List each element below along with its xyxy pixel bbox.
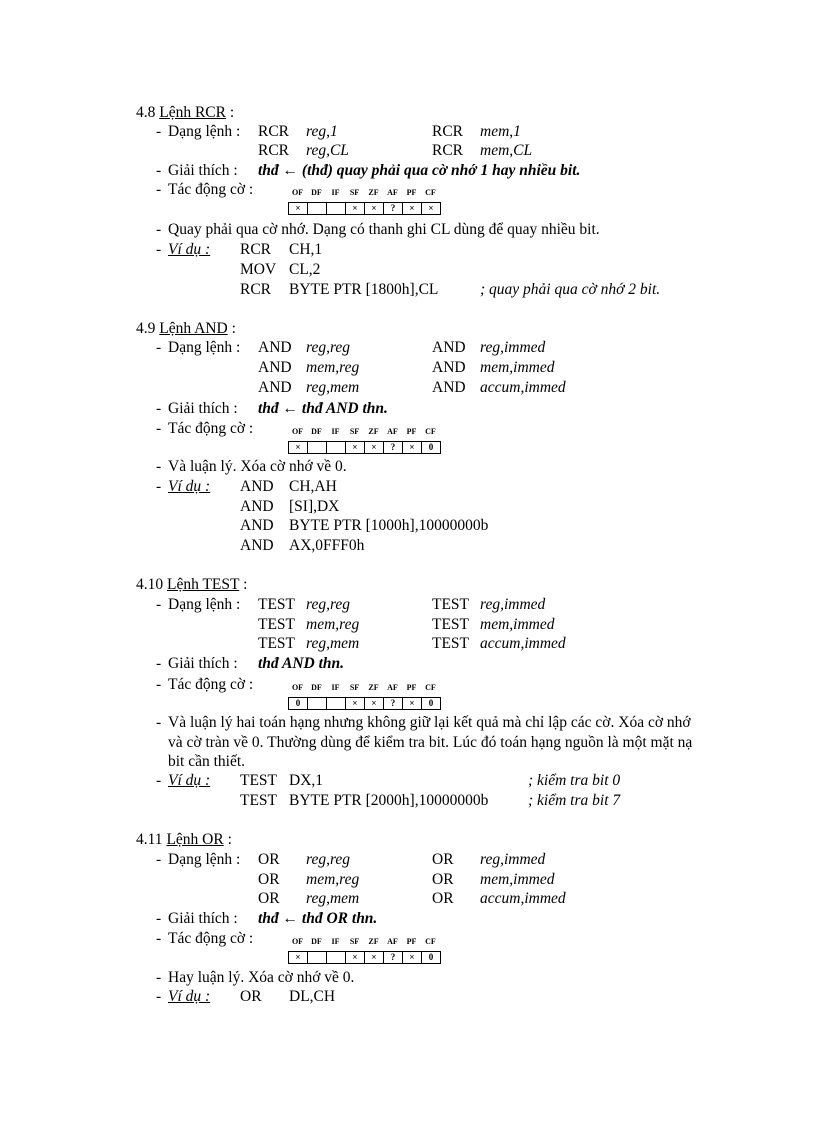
flag-name: ZF	[368, 937, 379, 946]
example-mnemonic: AND	[240, 498, 274, 515]
flag-name: DF	[311, 937, 322, 946]
flag-name: OF	[291, 937, 304, 946]
flag-cell: ?	[384, 442, 403, 453]
form-mnemonic: OR	[258, 871, 280, 888]
flag-cell: 0	[428, 442, 434, 452]
flag-header-row	[288, 188, 441, 198]
bullet-dash: -	[156, 162, 162, 179]
form-operand: reg,reg	[306, 339, 351, 356]
flag-name: DF	[311, 427, 322, 436]
description-text: Hay luận lý. Xóa cờ nhớ về 0.	[168, 969, 355, 986]
heading-colon: :	[239, 576, 248, 593]
flags-label: Tác động cờ :	[168, 930, 254, 947]
flag-name: IF	[331, 683, 340, 692]
form-label: Dạng lệnh :	[168, 123, 241, 140]
flag-cell	[327, 442, 346, 453]
bullet-dash: -	[156, 339, 162, 356]
example-mnemonic: TEST	[240, 792, 278, 809]
bullet-dash: -	[156, 181, 162, 198]
description-text: Và luận lý. Xóa cờ nhớ về 0.	[168, 458, 347, 475]
form-operand: mem,reg	[306, 871, 360, 888]
form-mnemonic: TEST	[258, 596, 296, 613]
flag-name: PF	[406, 188, 417, 197]
flag-name: ZF	[368, 683, 379, 692]
form-operand: reg,immed	[480, 851, 546, 868]
flag-cell: ×	[403, 442, 422, 453]
flag-name: IF	[331, 188, 340, 197]
example-operand: [SI],DX	[289, 498, 340, 515]
section-number: 4.8	[136, 104, 160, 121]
heading-colon: :	[226, 104, 235, 121]
flag-header-row	[288, 683, 441, 693]
flags-label: Tác động cờ :	[168, 420, 254, 437]
flag-cell: ×	[365, 952, 384, 963]
form-operand: reg,mem	[306, 890, 360, 907]
form-operand: accum,immed	[480, 890, 566, 907]
example-mnemonic: OR	[240, 988, 262, 1005]
form-operand: mem,immed	[480, 871, 555, 888]
example-mnemonic: AND	[240, 478, 274, 495]
bullet-dash: -	[156, 655, 162, 672]
form-operand: reg,immed	[480, 596, 546, 613]
flags-label: Tác động cờ :	[168, 181, 254, 198]
flag-value-row	[288, 202, 441, 215]
flag-cell: 0	[289, 698, 308, 709]
bullet-dash: -	[156, 458, 162, 475]
example-operand: AX,0FFF0h	[289, 537, 365, 554]
flag-name: ZF	[368, 427, 379, 436]
example-mnemonic: RCR	[240, 241, 272, 258]
form-mnemonic: OR	[258, 851, 280, 868]
flag-name: AF	[387, 937, 398, 946]
flag-name: PF	[406, 683, 417, 692]
form-mnemonic: OR	[432, 890, 454, 907]
heading-colon: :	[223, 831, 232, 848]
flag-value-row	[288, 697, 441, 710]
form-operand: mem,1	[480, 123, 521, 140]
flag-name: CF	[425, 188, 436, 197]
flag-cell: ?	[384, 952, 403, 963]
explain-text: thđ ← thđ AND thn.	[258, 400, 388, 417]
example-operand: CL,2	[289, 261, 321, 278]
example-label: Ví dụ :	[168, 772, 211, 789]
form-mnemonic: AND	[258, 359, 292, 376]
flag-cell: ×	[346, 442, 365, 453]
flag-cell	[308, 952, 327, 963]
section-number: 4.11	[136, 831, 167, 848]
section-title: Lệnh TEST	[167, 576, 240, 593]
form-mnemonic: RCR	[258, 123, 290, 140]
example-mnemonic: AND	[240, 517, 274, 534]
flag-cell: ×	[289, 203, 308, 214]
bullet-dash: -	[156, 910, 162, 927]
form-mnemonic: RCR	[432, 142, 464, 159]
form-operand: reg,1	[306, 123, 338, 140]
example-label: Ví dụ :	[168, 478, 211, 495]
flag-cell: ×	[365, 442, 384, 453]
flag-cell: ×	[365, 698, 384, 709]
flag-cell: ×	[403, 698, 422, 709]
example-operand: BYTE PTR [1000h],10000000b	[289, 517, 489, 534]
form-operand: reg,mem	[306, 379, 360, 396]
section-number: 4.9	[136, 320, 160, 337]
heading-colon: :	[227, 320, 236, 337]
flags-table	[288, 427, 441, 454]
flag-cell: ×	[346, 203, 365, 214]
flag-name: OF	[291, 683, 304, 692]
explain-label: Giải thích :	[168, 400, 238, 417]
flag-cell	[327, 698, 346, 709]
flag-name: SF	[349, 937, 360, 946]
form-operand: accum,immed	[480, 379, 566, 396]
form-operand: mem,reg	[306, 359, 360, 376]
flags-label: Tác động cờ :	[168, 676, 254, 693]
description-line: và cờ tràn về 0. Thường dùng để kiểm tra bit. Lúc đó toán hạng nguồn là một mặt nạ	[168, 734, 693, 751]
example-mnemonic: MOV	[240, 261, 277, 278]
flag-value-row	[288, 441, 441, 454]
form-label: Dạng lệnh :	[168, 596, 241, 613]
section-heading-rcr	[136, 104, 234, 122]
flag-name: DF	[311, 188, 322, 197]
flag-name: CF	[425, 427, 436, 436]
bullet-dash: -	[156, 400, 162, 417]
description-line: Và luận lý hai toán hạng nhưng không giữ lại kết quả mà chỉ lập các cờ. Xóa cờ nhớ	[168, 714, 691, 731]
flag-cell	[308, 203, 327, 214]
flag-name: DF	[311, 683, 322, 692]
form-operand: reg,CL	[306, 142, 349, 159]
example-operand: CH,1	[289, 241, 323, 258]
description-line: bit cần thiết.	[168, 753, 246, 770]
flag-cell: ×	[346, 698, 365, 709]
section-heading-test	[136, 576, 247, 594]
form-mnemonic: RCR	[258, 142, 290, 159]
explain-text: thđ AND thn.	[258, 655, 344, 672]
flag-value-row	[288, 951, 441, 964]
explain-text: thđ ← thđ OR thn.	[258, 910, 378, 927]
flag-cell: ×	[403, 952, 422, 963]
flag-cell	[308, 442, 327, 453]
example-operand: BYTE PTR [1800h],CL	[289, 281, 439, 298]
flag-name: SF	[349, 188, 360, 197]
form-mnemonic: TEST	[432, 635, 470, 652]
example-operand: DX,1	[289, 772, 324, 789]
form-operand: mem,immed	[480, 616, 555, 633]
flag-name: PF	[406, 427, 417, 436]
flag-cell: ×	[365, 203, 384, 214]
form-mnemonic: RCR	[432, 123, 464, 140]
flag-header-row	[288, 937, 441, 947]
bullet-dash: -	[156, 420, 162, 437]
example-operand: BYTE PTR [2000h],10000000b	[289, 792, 489, 809]
flag-name: OF	[291, 427, 304, 436]
flag-cell: ?	[384, 698, 403, 709]
form-operand: mem,reg	[306, 616, 360, 633]
flag-cell: ×	[346, 952, 365, 963]
form-mnemonic: OR	[432, 871, 454, 888]
flag-name: IF	[331, 427, 340, 436]
form-mnemonic: AND	[432, 379, 466, 396]
explain-text: thđ ← (thđ) quay phải qua cờ nhớ 1 hay nhiều bit.	[258, 162, 581, 179]
form-mnemonic: OR	[258, 890, 280, 907]
bullet-dash: -	[156, 596, 162, 613]
section-number: 4.10	[136, 576, 167, 593]
example-label: Ví dụ :	[168, 988, 211, 1005]
flag-name: IF	[331, 937, 340, 946]
form-mnemonic: AND	[258, 379, 292, 396]
flag-cell: 0	[428, 952, 434, 962]
section-heading-and	[136, 320, 236, 338]
explain-label: Giải thích :	[168, 910, 238, 927]
example-mnemonic: AND	[240, 537, 274, 554]
form-label: Dạng lệnh :	[168, 851, 241, 868]
flag-cell: ?	[384, 203, 403, 214]
flag-name: AF	[387, 427, 398, 436]
explain-label: Giải thích :	[168, 655, 238, 672]
description-text: Quay phải qua cờ nhớ. Dạng có thanh ghi CL dùng để quay nhiều bit.	[168, 221, 600, 238]
form-mnemonic: TEST	[432, 596, 470, 613]
form-mnemonic: AND	[432, 359, 466, 376]
flag-cell: ×	[428, 203, 434, 213]
section-heading-or	[136, 831, 232, 849]
example-operand: DL,CH	[289, 988, 336, 1005]
form-mnemonic: AND	[432, 339, 466, 356]
explain-label: Giải thích :	[168, 162, 238, 179]
flag-name: PF	[406, 937, 417, 946]
bullet-dash: -	[156, 241, 162, 258]
flag-name: SF	[349, 427, 360, 436]
example-comment: ; quay phải qua cờ nhớ 2 bit.	[480, 281, 661, 298]
bullet-dash: -	[156, 221, 162, 238]
flag-name: CF	[425, 937, 436, 946]
flag-cell	[327, 203, 346, 214]
flag-cell: ×	[289, 442, 308, 453]
form-operand: reg,immed	[480, 339, 546, 356]
flags-table	[288, 683, 441, 710]
bullet-dash: -	[156, 714, 162, 731]
flag-name: ZF	[368, 188, 379, 197]
section-title: Lệnh AND	[159, 320, 228, 337]
flag-name: OF	[291, 188, 304, 197]
example-operand: CH,AH	[289, 478, 337, 495]
bullet-dash: -	[156, 969, 162, 986]
section-title: Lệnh OR	[166, 831, 224, 848]
flag-cell: ×	[289, 952, 308, 963]
form-mnemonic: AND	[258, 339, 292, 356]
form-mnemonic: TEST	[432, 616, 470, 633]
bullet-dash: -	[156, 988, 162, 1005]
example-label: Ví dụ :	[168, 241, 211, 258]
flag-name: CF	[425, 683, 436, 692]
form-operand: accum,immed	[480, 635, 566, 652]
bullet-dash: -	[156, 772, 162, 789]
form-mnemonic: OR	[432, 851, 454, 868]
flag-cell: 0	[428, 698, 434, 708]
flag-name: AF	[387, 188, 398, 197]
flags-table	[288, 188, 441, 215]
flag-cell: ×	[403, 203, 422, 214]
bullet-dash: -	[156, 123, 162, 140]
flags-table	[288, 937, 441, 964]
flag-name: SF	[349, 683, 360, 692]
flag-header-row	[288, 427, 441, 437]
bullet-dash: -	[156, 676, 162, 693]
bullet-dash: -	[156, 851, 162, 868]
example-mnemonic: RCR	[240, 281, 272, 298]
form-operand: mem,immed	[480, 359, 555, 376]
form-mnemonic: TEST	[258, 616, 296, 633]
form-operand: mem,CL	[480, 142, 533, 159]
flag-cell	[308, 698, 327, 709]
flag-name: AF	[387, 683, 398, 692]
bullet-dash: -	[156, 930, 162, 947]
bullet-dash: -	[156, 478, 162, 495]
flag-cell	[327, 952, 346, 963]
form-mnemonic: TEST	[258, 635, 296, 652]
form-label: Dạng lệnh :	[168, 339, 241, 356]
example-comment: ; kiểm tra bit 0	[528, 772, 621, 789]
example-mnemonic: TEST	[240, 772, 278, 789]
section-title: Lệnh RCR	[159, 104, 226, 121]
form-operand: reg,reg	[306, 596, 351, 613]
form-operand: reg,mem	[306, 635, 360, 652]
example-comment: ; kiểm tra bit 7	[528, 792, 621, 809]
form-operand: reg,reg	[306, 851, 351, 868]
